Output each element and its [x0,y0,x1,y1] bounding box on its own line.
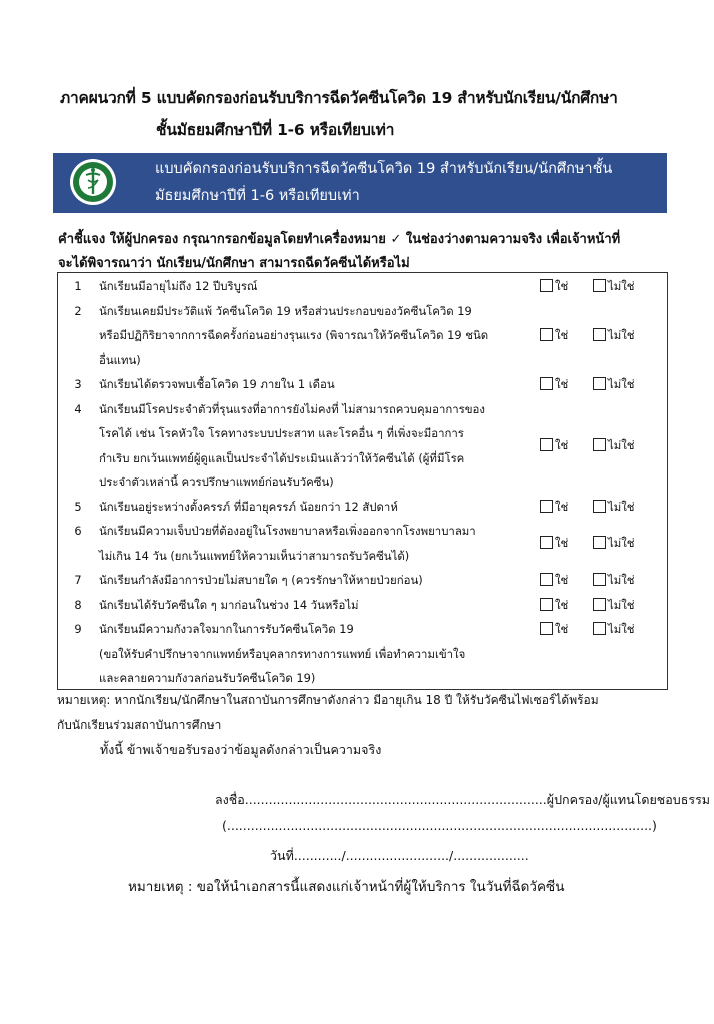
question-row [58,397,667,495]
no-label: ไม่ใช่ [608,328,635,342]
signature-field[interactable]: ............................................................................ [244,792,547,807]
certification-statement: ทั้งนี้ ข้าพเจ้าขอรับรองว่าข้อมูลดังกล่าวเป็นความจริง [100,742,382,757]
yes-option[interactable] [540,274,568,299]
date-field[interactable]: ............/........................../................... [293,848,529,863]
question-number: 2 [74,303,82,318]
yes-label: ใช่ [555,279,569,293]
question-row [58,274,667,299]
question-number: 9 [74,622,82,636]
no-option[interactable] [593,274,635,299]
banner-line-2: มัธยมศึกษาปีที่ 1-6 หรือเทียบเท่า [155,188,360,204]
question-text-line: อื่นแทน) [99,352,141,367]
question-text-line: นักเรียนมีโรคประจำตัวที่รุนแรงที่อาการยังไม่คงที่ ไม่สามารถควบคุมอาการของ [99,401,485,416]
appendix-title [60,82,680,146]
checkbox-icon[interactable] [593,279,606,292]
title-line-2: ชั้นมัธยมศึกษาปีที่ 1-6 หรือเทียบเท่า [156,121,395,139]
ministry-of-public-health-logo-icon [69,158,117,206]
banner-line-1: แบบคัดกรองก่อนรับบริการฉีดวัคซีนโควิด 19 สำหรับนักเรียน/นักศึกษาชั้น [155,161,613,177]
yes-option[interactable] [540,568,568,593]
question-row [58,519,667,568]
question-row [58,372,667,397]
question-text-line: นักเรียนมีความเจ็บป่วยที่ต้องอยู่ในโรงพยาบาลหรือเพิ่งออกจากโรงพยาบาลมา [99,524,476,538]
question-text-line: (ขอให้รับคำปรึกษาจากแพทย์หรือบุคลากรทางการแพทย์ เพื่อทำความเข้าใจ [99,646,466,661]
yes-option[interactable] [540,617,568,642]
question-text-line: และคลายความกังวลก่อนรับวัคซีนโควิด 19) [99,671,316,685]
question-number: 8 [74,597,82,612]
checkbox-icon[interactable] [593,328,606,341]
yes-option[interactable] [540,593,568,618]
question-text-line: นักเรียนได้รับวัคซีนใด ๆ มาก่อนในช่วง 14 วันหรือไม่ [99,597,359,612]
question-number: 4 [74,401,82,416]
no-option[interactable] [593,372,635,397]
checkbox-icon[interactable] [540,573,553,586]
question-row [58,568,667,593]
no-label: ไม่ใช่ [608,377,635,391]
no-label: ไม่ใช่ [608,499,635,514]
question-text-line: นักเรียนมีอายุไม่ถึง 12 ปีบริบูรณ์ [99,279,258,293]
yes-label: ใช่ [555,597,569,612]
no-label: ไม่ใช่ [608,622,635,636]
date-line [270,846,529,866]
yes-label: ใช่ [555,328,569,342]
question-text-line: ไม่เกิน 14 วัน (ยกเว้นแพทย์ให้ความเห็นว่าสามารถรับวัคซีนได้) [99,548,410,563]
question-text-line: กำเริบ ยกเว้นแพทย์ผู้ดูแลเป็นประจำได้ประเมินแล้วว่าให้วัคซีนได้ (ผู้ที่มีโรค [99,450,465,465]
yes-label: ใช่ [555,499,569,514]
question-text-line: หรือมีปฏิกิริยาจากการฉีดครั้งก่อนอย่างรุนแรง (พิจารณาให้วัคซีนโควิด 19 ชนิด [99,328,489,342]
yes-option[interactable] [540,433,568,458]
checkbox-icon[interactable] [593,573,606,586]
note [57,688,677,738]
yes-label: ใช่ [555,438,569,453]
no-option[interactable] [593,568,635,593]
checkbox-icon[interactable] [540,536,553,549]
question-text [99,568,527,593]
checkbox-icon[interactable] [540,598,553,611]
question-text-line: นักเรียนเคยมีประวัติแพ้ วัคซีนโควิด 19 หรือส่วนประกอบของวัคซีนโควิด 19 [99,303,472,318]
no-option[interactable] [593,593,635,618]
signature-line [215,790,710,810]
checkbox-icon[interactable] [593,536,606,549]
checkbox-icon[interactable] [540,279,553,292]
question-number: 6 [74,524,82,538]
yes-option[interactable] [540,323,568,348]
question-text [99,495,527,520]
instruction-line-2: จะได้พิจารณาว่า นักเรียน/นักศึกษา สามารถฉีดวัคซีนได้หรือไม่ [58,256,410,271]
no-label: ไม่ใช่ [608,279,635,293]
question-text [99,593,527,618]
no-option[interactable] [593,617,635,642]
question-text [99,397,527,495]
checkbox-icon[interactable] [540,377,553,390]
screening-questions-table [57,272,668,690]
signature-label: ลงชื่อ [215,792,245,807]
checkbox-icon[interactable] [593,598,606,611]
question-text [99,519,527,568]
question-text-line: นักเรียนได้ตรวจพบเชื้อโควิด 19 ภายใน 1 เดือน [99,377,335,391]
question-text-line: ประจำตัวเหล่านี้ ควรปรึกษาแพทย์ก่อนรับวัคซีน) [99,475,334,489]
question-text [99,372,527,397]
no-label: ไม่ใช่ [608,536,635,551]
title-line-1: ภาคผนวกที่ 5 แบบคัดกรองก่อนรับบริการฉีดวัคซีนโควิด 19 สำหรับนักเรียน/นักศึกษา [60,89,618,107]
question-text [99,299,527,373]
question-number: 1 [74,279,82,293]
checkbox-icon[interactable] [540,500,553,513]
question-text [99,617,527,691]
date-label: วันที่ [270,848,294,863]
no-option[interactable] [593,433,635,458]
yes-label: ใช่ [555,536,569,551]
question-text-line: นักเรียนอยู่ระหว่างตั้งครรภ์ ที่มีอายุครรภ์ น้อยกว่า 12 สัปดาห์ [99,499,398,514]
header-banner [53,153,667,213]
question-row [58,593,667,618]
question-text-line: นักเรียนมีความกังวลใจมากในการรับวัคซีนโควิด 19 [99,622,354,636]
yes-option[interactable] [540,372,568,397]
no-label: ไม่ใช่ [608,597,635,612]
final-note: หมายเหตุ : ขอให้นำเอกสารนี้แสดงแก่เจ้าหน้าที่ผู้ให้บริการ ในวันที่ฉีดวัคซีน [128,879,565,895]
checkbox-icon[interactable] [593,438,606,451]
signature-role: ผู้ปกครอง/ผู้แทนโดยชอบธรรม [546,792,711,807]
no-option[interactable] [593,323,635,348]
yes-label: ใช่ [555,573,569,587]
yes-option[interactable] [540,531,568,556]
question-number: 3 [74,377,82,391]
no-option[interactable] [593,495,635,520]
question-number: 5 [74,499,82,514]
checkbox-icon[interactable] [540,622,553,635]
question-number: 7 [74,573,82,587]
no-option[interactable] [593,531,635,556]
banner-title [155,156,655,210]
question-row [58,617,667,691]
printed-name-field[interactable]: (...........................................................................................................) [222,818,657,833]
instruction-line-1: คำชี้แจง ให้ผู้ปกครอง กรุณากรอกข้อมูลโดยทำเครื่องหมาย ✓ ในช่องว่างตามความจริง เพื่อเจ้าหน้าที่ [58,232,621,247]
checkbox-icon[interactable] [593,500,606,513]
yes-label: ใช่ [555,377,569,391]
no-label: ไม่ใช่ [608,438,635,453]
instructions [58,228,674,276]
checkbox-icon[interactable] [593,377,606,390]
question-row [58,299,667,373]
no-label: ไม่ใช่ [608,573,635,587]
question-row [58,495,667,520]
question-text-line: นักเรียนกำลังมีอาการป่วยไม่สบายใด ๆ (ควรรักษาให้หายป่วยก่อน) [99,573,423,587]
note-line-2: กับนักเรียนร่วมสถาบันการศึกษา [57,718,222,732]
checkbox-icon[interactable] [540,438,553,451]
yes-label: ใช่ [555,622,569,636]
question-text [99,274,527,299]
note-line-1: หมายเหตุ: หากนักเรียน/นักศึกษาในสถาบันการศึกษาดังกล่าว มีอายุเกิน 18 ปี ให้รับวัคซีนไฟเซอร์ได้พร้อม [57,693,599,707]
yes-option[interactable] [540,495,568,520]
checkbox-icon[interactable] [540,328,553,341]
checkbox-icon[interactable] [593,622,606,635]
question-text-line: โรคได้ เช่น โรคหัวใจ โรคทางระบบประสาท และโรคอื่น ๆ ที่เพิ่งจะมีอาการ [99,426,464,440]
